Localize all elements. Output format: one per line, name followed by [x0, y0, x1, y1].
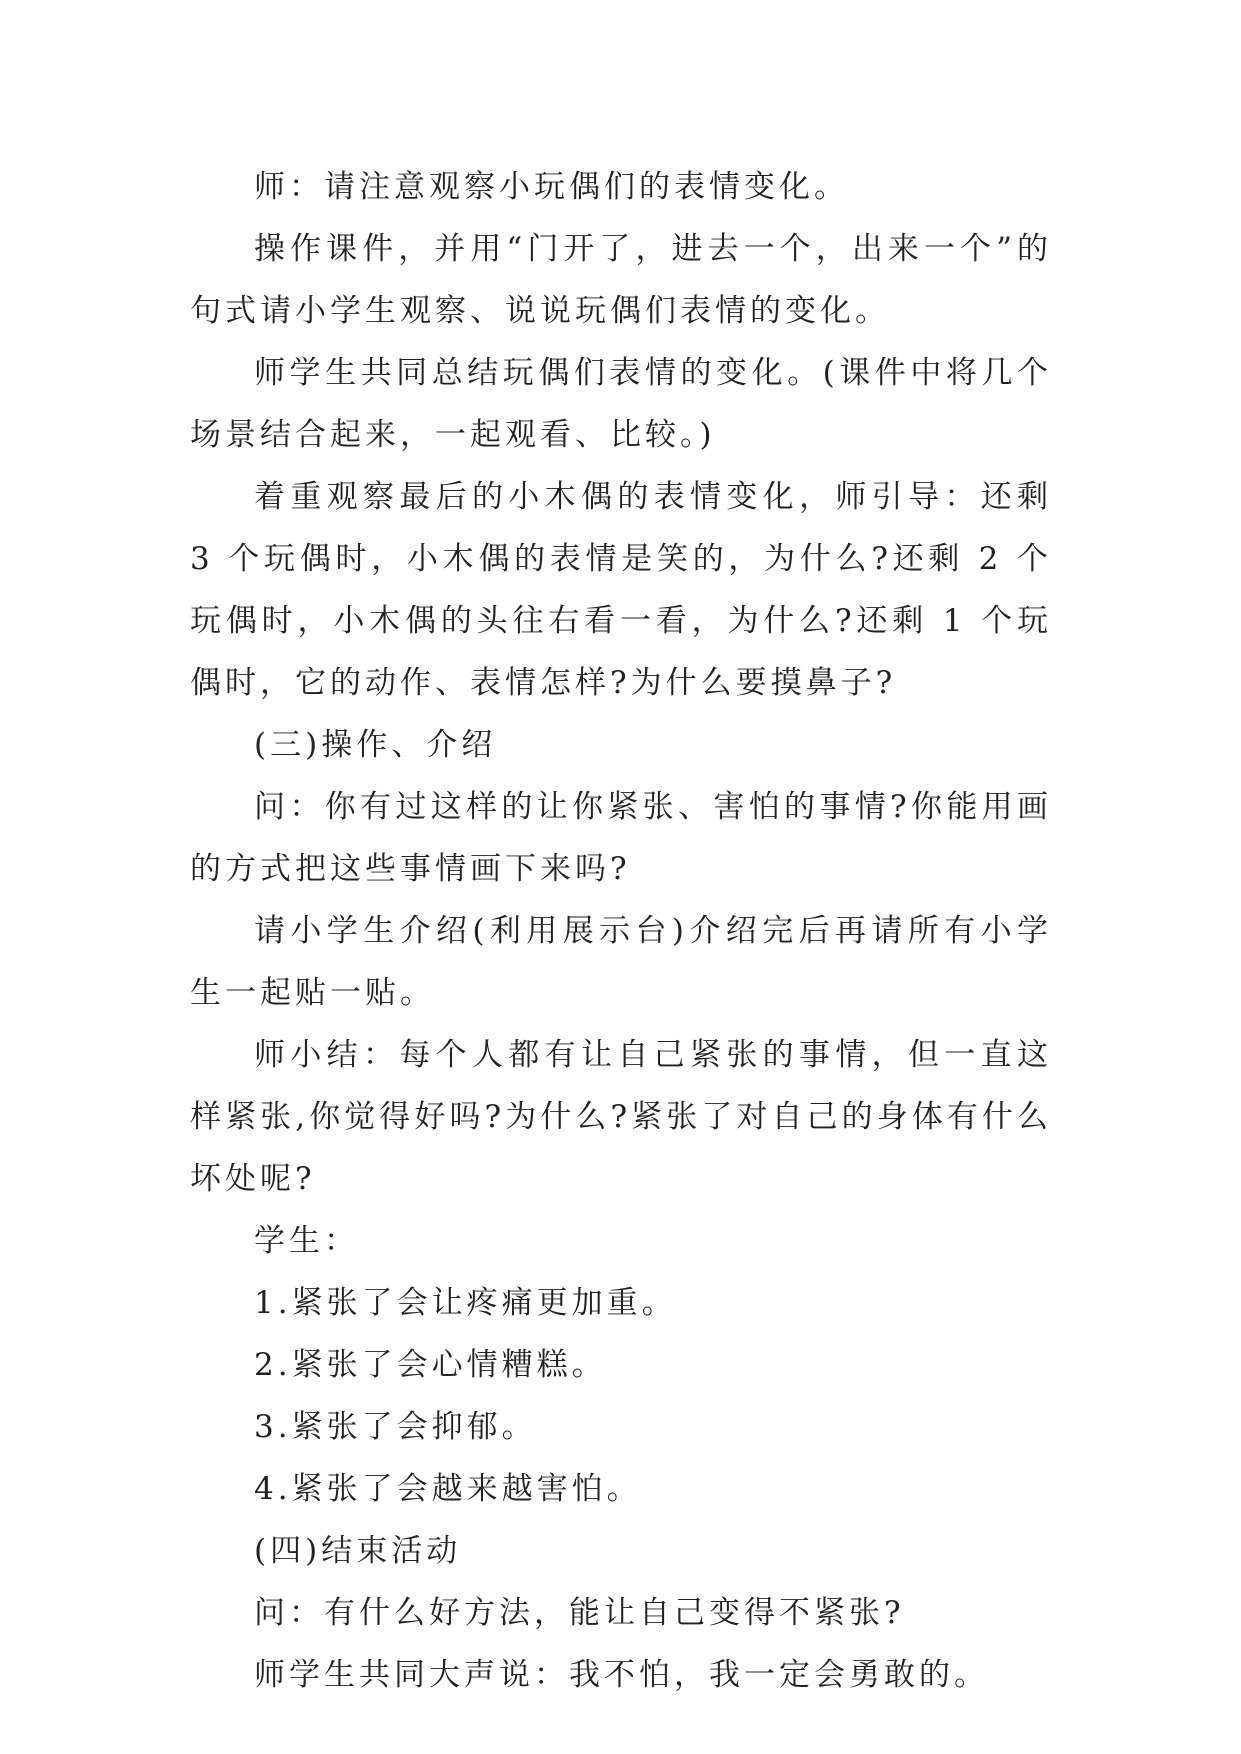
document-body [190, 156, 1052, 1706]
list-item: 1.紧张了会让疼痛更加重。 [254, 1285, 677, 1321]
list-item: 3.紧张了会抑郁。 [254, 1409, 537, 1445]
paragraph: 师学生共同大声说：我不怕，我一定会勇敢的。 [254, 1657, 989, 1693]
paragraph: 师小结：每个人都有让自己紧张的事情，但一直这样紧张,你觉得好吗?为什么?紧张了对自己的身体有什么坏处呢? [190, 1037, 1052, 1197]
section-heading: (四)结束活动 [254, 1533, 462, 1569]
list-item: 4.紧张了会越来越害怕。 [254, 1471, 642, 1507]
paragraph: 师：请注意观察小玩偶们的表情变化。 [254, 169, 849, 205]
paragraph: 师学生共同总结玩偶们表情的变化。(课件中将几个场景结合起来，一起观看、比较。) [190, 355, 1052, 453]
paragraph: 学生： [254, 1223, 359, 1259]
section-heading: (三)操作、介绍 [254, 727, 497, 763]
paragraph: 问：你有过这样的让你紧张、害怕的事情?你能用画的方式把这些事情画下来吗? [190, 789, 1052, 887]
list-item: 2.紧张了会心情糟糕。 [254, 1347, 607, 1383]
paragraph: 问：有什么好方法，能让自己变得不紧张? [254, 1595, 905, 1631]
paragraph: 请小学生介绍(利用展示台)介绍完后再请所有小学生一起贴一贴。 [190, 913, 1052, 1011]
paragraph: 着重观察最后的小木偶的表情变化，师引导：还剩 3 个玩偶时，小木偶的表情是笑的，为什么?还剩 2 个玩偶时，小木偶的头往右看一看，为什么?还剩 1 个玩偶时，它的动作、表情怎样?为什么要摸鼻子? [190, 479, 1052, 701]
paragraph: 操作课件，并用“门开了，进去一个，出来一个”的句式请小学生观察、说说玩偶们表情的变化。 [190, 231, 1052, 329]
